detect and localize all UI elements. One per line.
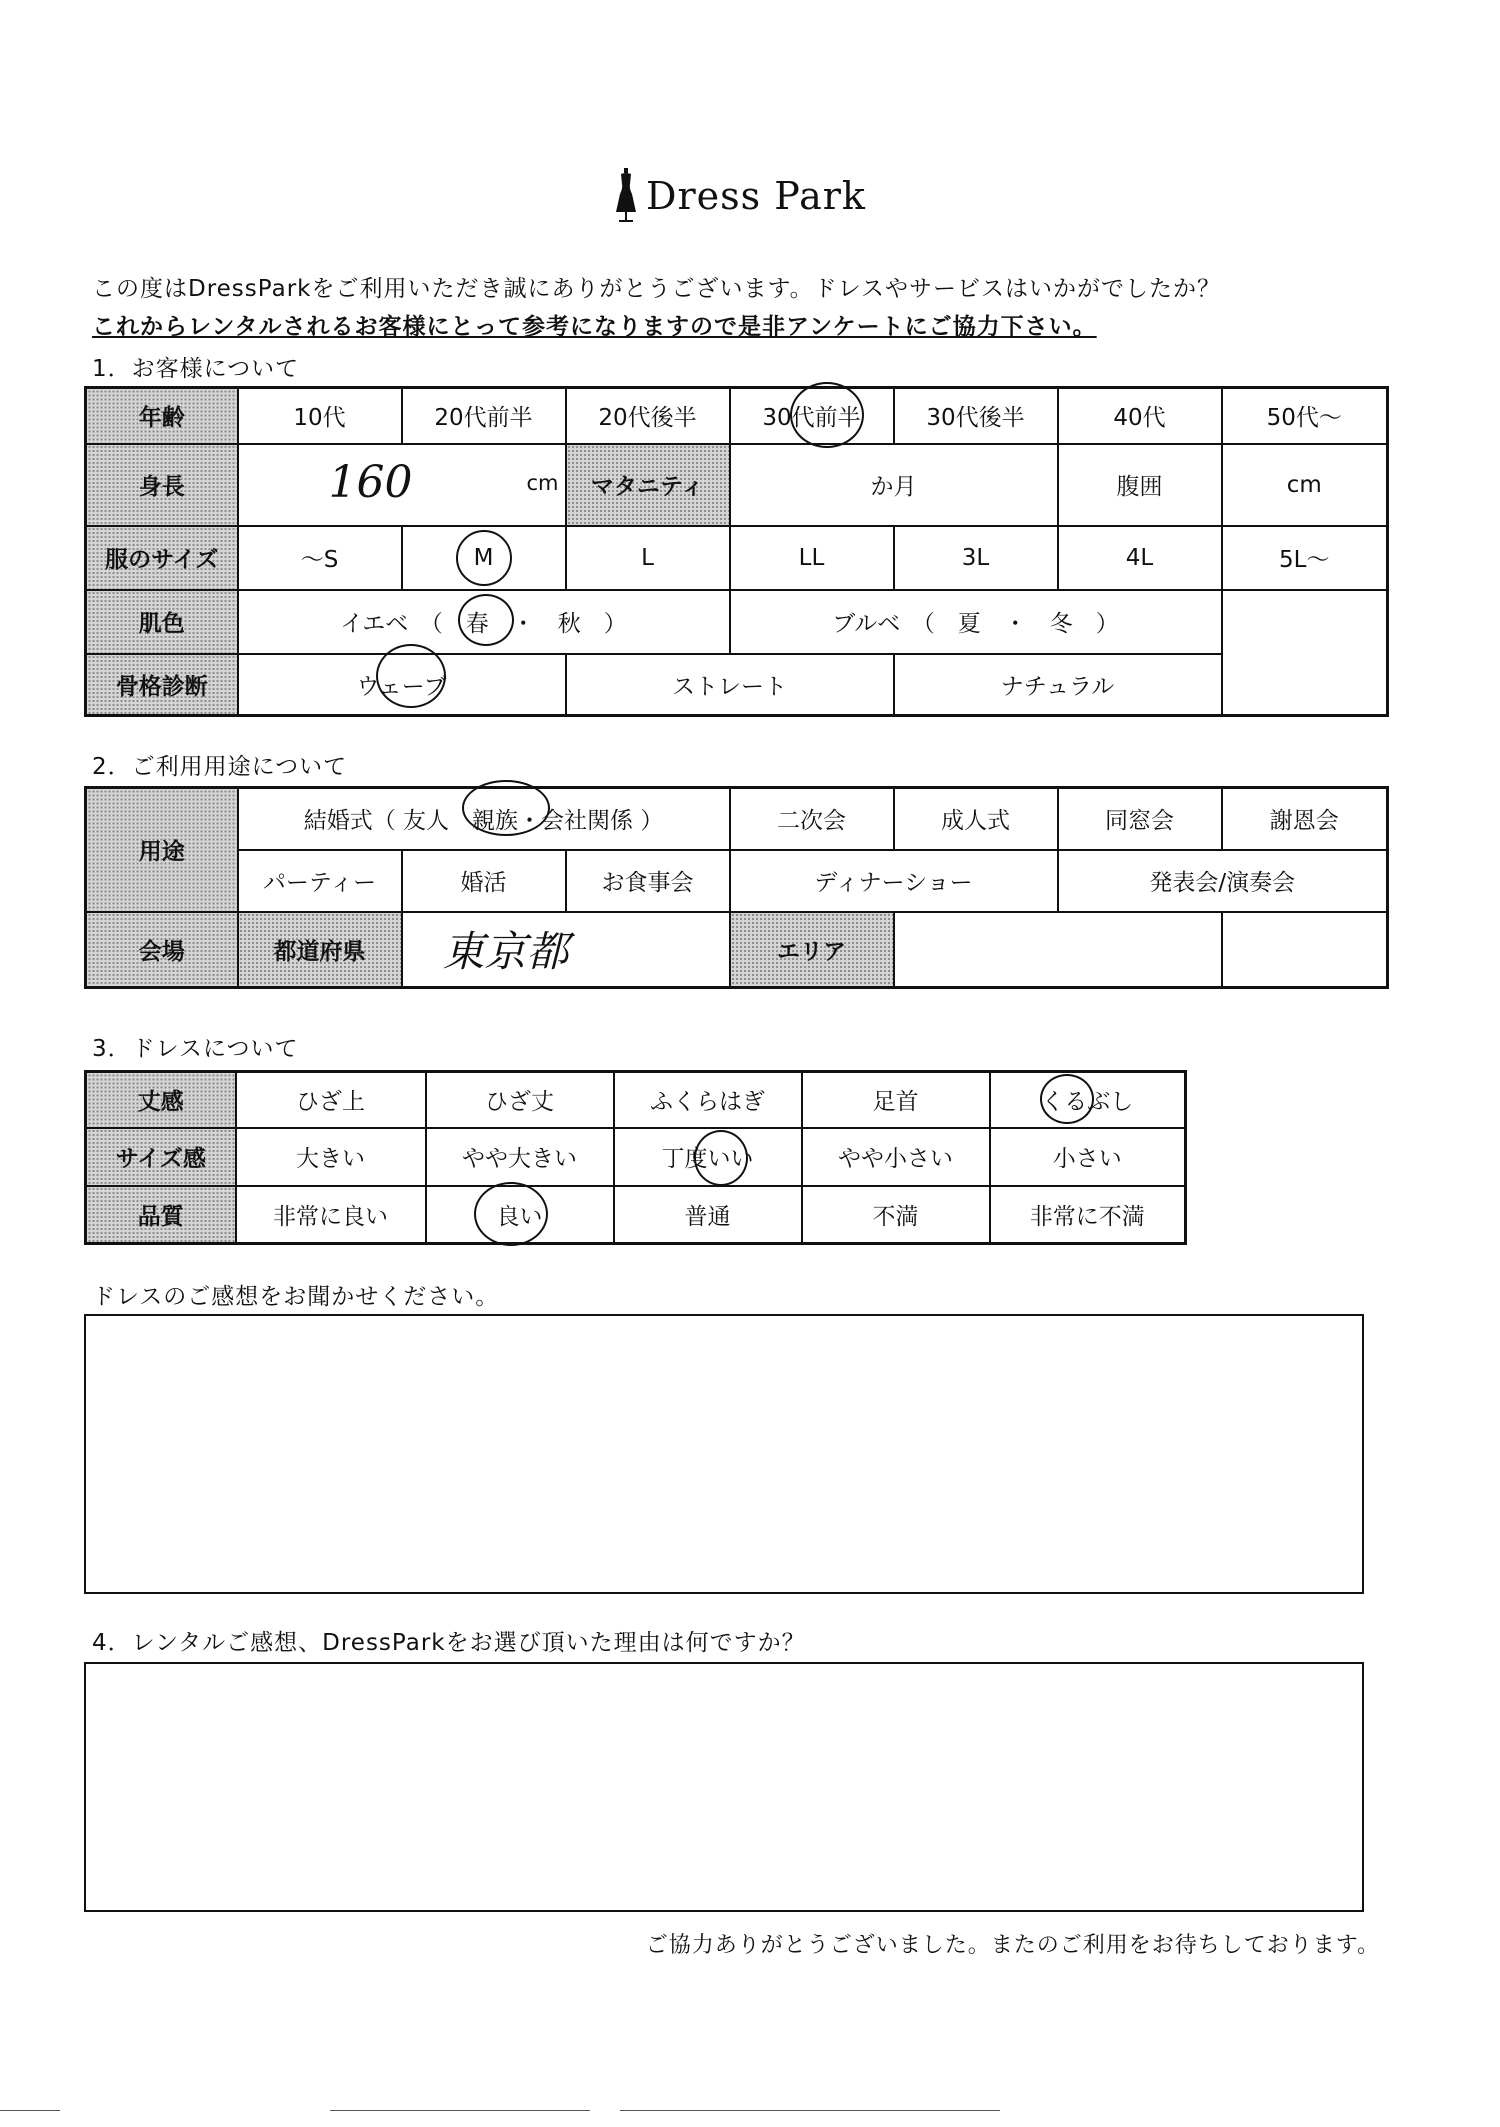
age-option[interactable]: 10代 <box>238 388 402 444</box>
quality-label: 品質 <box>86 1186 236 1244</box>
length-option[interactable]: ひざ上 <box>236 1072 426 1128</box>
length-option[interactable]: 足首 <box>802 1072 990 1128</box>
wedding-option[interactable]: 結婚式（ 友人 親族・会社関係 ） <box>238 788 730 850</box>
length-option[interactable]: ふくらはぎ <box>614 1072 802 1128</box>
skin-label: 肌色 <box>86 590 238 654</box>
dress-form-icon <box>612 168 640 224</box>
purpose-label: 用途 <box>86 788 238 912</box>
quality-option[interactable]: 非常に不満 <box>990 1186 1186 1244</box>
age-option[interactable]: 20代前半 <box>402 388 566 444</box>
frame-option-selected[interactable]: ウェーブ <box>238 654 566 716</box>
maternity-months[interactable]: か月 <box>730 444 1058 526</box>
quality-option[interactable]: 非常に良い <box>236 1186 426 1244</box>
waist-unit[interactable]: cm <box>1222 444 1388 526</box>
skin-yellow-option[interactable]: イエベ （ 春 ・ 秋 ） <box>238 590 730 654</box>
rental-comment-box[interactable] <box>84 1662 1364 1912</box>
purpose-option[interactable]: パーティー <box>238 850 402 912</box>
dress-comment-prompt: ドレスのご感想をお聞かせください。 <box>92 1284 500 1310</box>
age-option[interactable]: 30代後半 <box>894 388 1058 444</box>
fit-label: サイズ感 <box>86 1128 236 1186</box>
prefecture-field[interactable] <box>402 912 730 988</box>
waist-label: 腹囲 <box>1058 444 1222 526</box>
section3-title: 3．ドレスについて <box>92 1036 299 1062</box>
dress-table <box>84 1070 1187 1245</box>
scan-artifact-line <box>0 2110 60 2111</box>
fit-option[interactable]: やや小さい <box>802 1128 990 1186</box>
size-option[interactable]: ～S <box>238 526 402 590</box>
purpose-option[interactable]: お食事会 <box>566 850 730 912</box>
fit-option[interactable]: やや大きい <box>426 1128 614 1186</box>
purpose-option[interactable]: 同窓会 <box>1058 788 1222 850</box>
empty-cell <box>1222 912 1388 988</box>
section4-title: 4．レンタルご感想、DressParkをお選び頂いた理由は何ですか？ <box>92 1630 806 1656</box>
prefecture-label: 都道府県 <box>238 912 402 988</box>
age-label: 年齢 <box>86 388 238 444</box>
fit-option[interactable]: 小さい <box>990 1128 1186 1186</box>
height-unit: cm <box>526 470 559 495</box>
length-label: 丈感 <box>86 1072 236 1128</box>
area-field[interactable] <box>894 912 1222 988</box>
intro-line-2: これからレンタルされるお客様にとって参考になりますので是非アンケートにご協力下さい。 <box>92 314 1097 340</box>
purpose-option[interactable]: 二次会 <box>730 788 894 850</box>
age-option-selected[interactable]: 30代前半 <box>730 388 894 444</box>
section2-title: 2．ご利用用途について <box>92 754 348 780</box>
size-option[interactable]: 5L～ <box>1222 526 1388 590</box>
frame-option[interactable]: ストレート <box>566 654 894 716</box>
purpose-option[interactable]: 発表会/演奏会 <box>1058 850 1388 912</box>
height-label: 身長 <box>86 444 238 526</box>
intro-line-1: この度はDressParkをご利用いただき誠にありがとうございます。ドレスやサービスはいかがでしたか？ <box>92 276 1221 302</box>
footer-thanks: ご協力ありがとうございました。またのご利用をお待ちしております。 <box>645 1933 1380 1958</box>
section1-title: 1．お客様について <box>92 356 300 382</box>
age-option[interactable]: 40代 <box>1058 388 1222 444</box>
age-option[interactable]: 20代後半 <box>566 388 730 444</box>
purpose-option[interactable]: 成人式 <box>894 788 1058 850</box>
size-option-selected[interactable]: M <box>402 526 566 590</box>
length-option[interactable]: ひざ丈 <box>426 1072 614 1128</box>
customer-table <box>84 386 1389 717</box>
quality-option[interactable]: 普通 <box>614 1186 802 1244</box>
dress-comment-box[interactable] <box>84 1314 1364 1594</box>
empty-cell <box>1222 654 1388 716</box>
height-value: 160 <box>328 456 413 508</box>
quality-option[interactable]: 不満 <box>802 1186 990 1244</box>
length-option-selected[interactable]: くるぶし <box>990 1072 1186 1128</box>
purpose-option[interactable]: 婚活 <box>402 850 566 912</box>
venue-label: 会場 <box>86 912 238 988</box>
frame-label: 骨格診断 <box>86 654 238 716</box>
prefecture-value: 東京都 <box>442 927 569 977</box>
purpose-option[interactable]: 謝恩会 <box>1222 788 1388 850</box>
skin-blue-option[interactable]: ブルベ （ 夏 ・ 冬 ） <box>730 590 1222 654</box>
size-option[interactable]: LL <box>730 526 894 590</box>
size-option[interactable]: 4L <box>1058 526 1222 590</box>
scan-artifact-line <box>620 2110 1000 2111</box>
fit-option-selected[interactable]: 丁度いい <box>614 1128 802 1186</box>
fit-option[interactable]: 大きい <box>236 1128 426 1186</box>
scan-artifact-line <box>330 2110 590 2111</box>
age-option[interactable]: 50代～ <box>1222 388 1388 444</box>
quality-option-selected[interactable]: 良い <box>426 1186 614 1244</box>
area-label: エリア <box>730 912 894 988</box>
size-option[interactable]: 3L <box>894 526 1058 590</box>
maternity-label: マタニティ <box>566 444 730 526</box>
size-option[interactable]: L <box>566 526 730 590</box>
purpose-table <box>84 786 1389 989</box>
frame-option[interactable]: ナチュラル <box>894 654 1222 716</box>
purpose-option[interactable]: ディナーショー <box>730 850 1058 912</box>
height-field[interactable] <box>238 444 566 526</box>
empty-cell <box>1222 590 1388 654</box>
logo-text: Dress Park <box>646 174 866 218</box>
dresspark-logo <box>612 168 866 224</box>
size-label: 服のサイズ <box>86 526 238 590</box>
